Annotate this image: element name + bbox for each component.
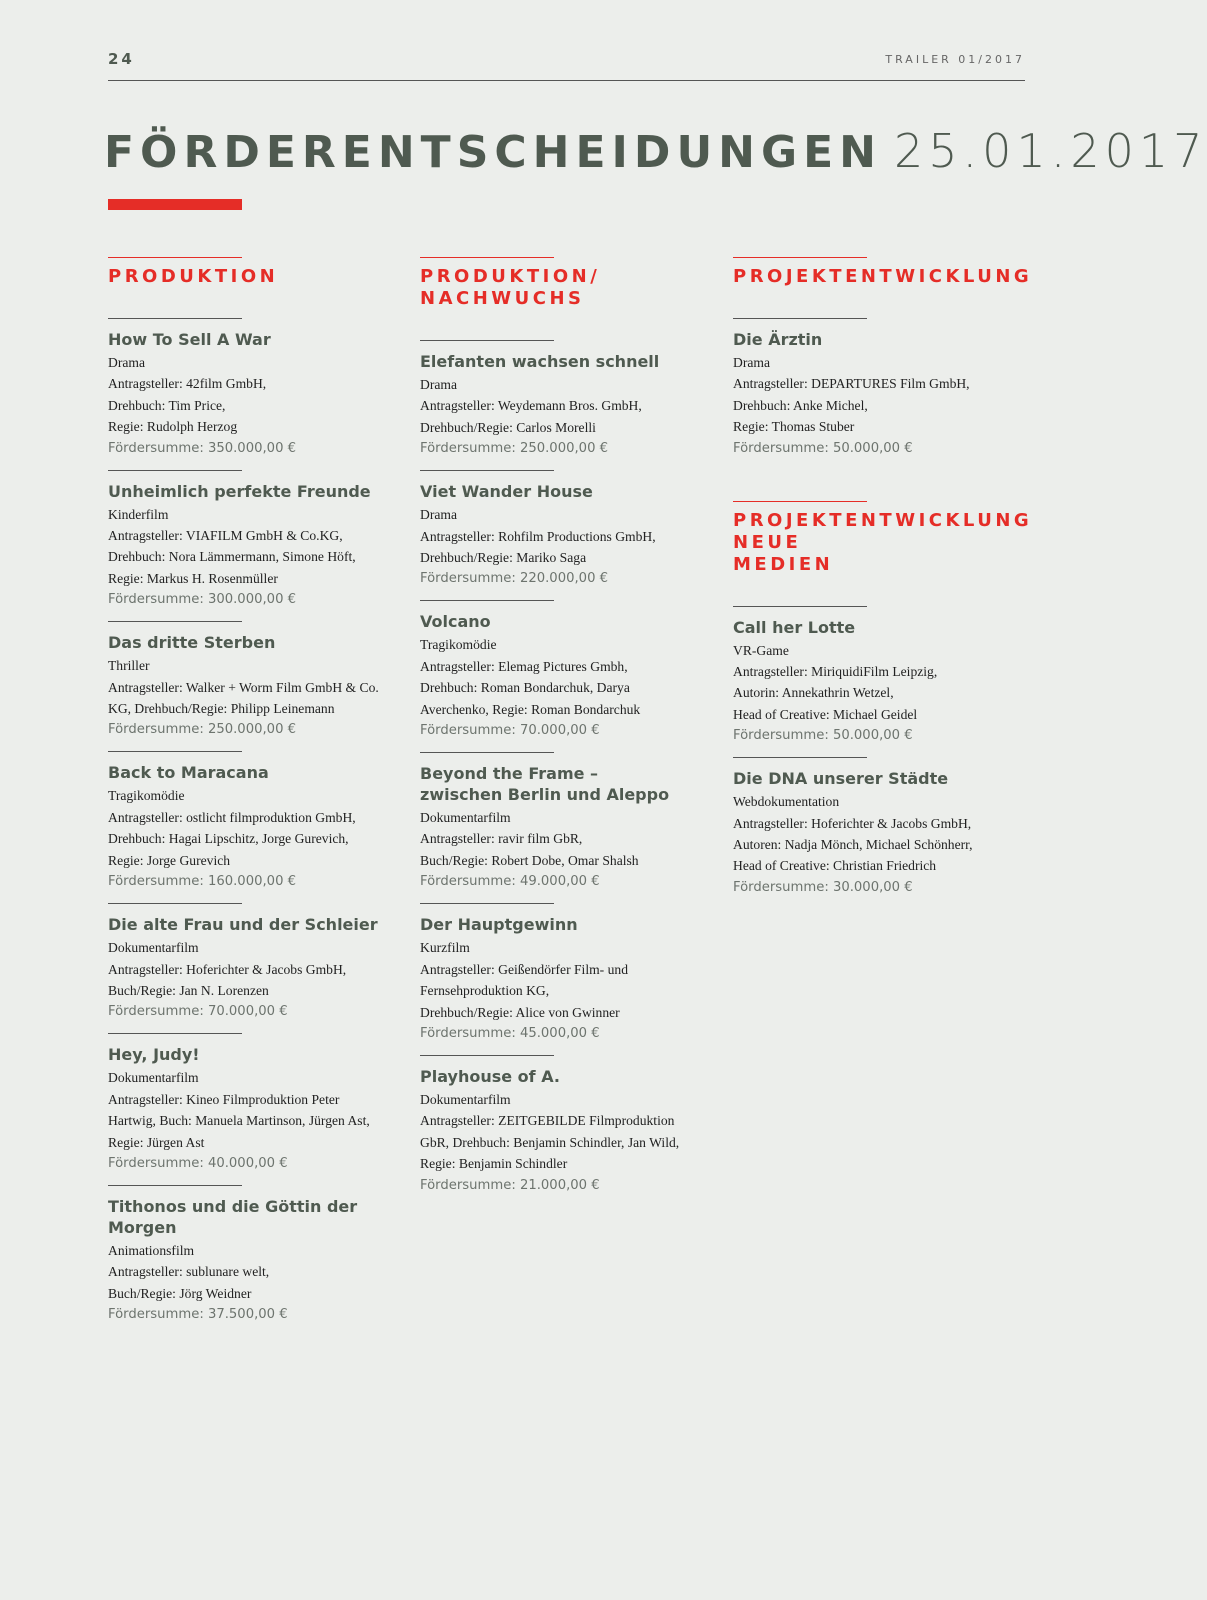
entry-title: Das dritte Sterben — [108, 633, 276, 653]
entry-amount: Fördersumme: 49.000,00 € — [420, 874, 600, 890]
entry-genre: Drama — [420, 507, 457, 523]
funding-entry — [108, 903, 378, 1022]
funding-entry-content — [420, 1066, 720, 1196]
entry-details: Antragsteller: 42film GmbH, Drehbuch: Tim Price, Regie: Rudolph Herzog — [108, 376, 267, 435]
entry-details: Antragsteller: ostlicht filmproduktion GmbH, Drehbuch: Hagai Lipschitz, Jorge Gurevich, Regie: Jorge Gurevich — [108, 809, 356, 868]
entry-title: Call her Lotte — [733, 617, 856, 637]
entry-title: Unheimlich perfekte Freunde — [108, 481, 371, 501]
entry-genre: Dokumentarfilm — [420, 1091, 511, 1107]
entry-genre: Kinderfilm — [108, 506, 169, 522]
page-title — [104, 124, 1207, 178]
section-heading: PROJEKTENTWICKLUNG NEUE MEDIEN — [733, 501, 867, 576]
entry-details: Antragsteller: Walker + Worm Film GmbH & Co. KG, Drehbuch/Regie: Philipp Leinemann — [108, 679, 379, 717]
entry-amount: Fördersumme: 300.000,00 € — [108, 592, 297, 608]
section-heading: PROJEKTENTWICKLUNG — [733, 257, 867, 288]
entry-details: Antragsteller: ravir film GbR, Buch/Regie: Robert Dobe, Omar Shalsh — [420, 831, 639, 868]
entry-amount: Fördersumme: 70.000,00 € — [420, 723, 600, 739]
page-header — [108, 50, 1025, 81]
funding-entry-content — [420, 611, 720, 741]
title-accent-bar — [108, 199, 242, 210]
entry-amount: Fördersumme: 220.000,00 € — [420, 571, 609, 587]
entry-amount: Fördersumme: 350.000,00 € — [108, 440, 297, 456]
page-number: 24 — [108, 50, 135, 68]
funding-entry — [108, 470, 371, 611]
funding-entry-content — [733, 768, 1033, 898]
funding-entry — [733, 757, 973, 898]
funding-entry-content — [733, 617, 1033, 747]
funding-entry — [733, 318, 970, 459]
funding-entry-content — [733, 329, 1033, 459]
entry-amount: Fördersumme: 250.000,00 € — [420, 441, 609, 457]
funding-entry-content — [420, 763, 720, 892]
funding-entry — [108, 1185, 358, 1325]
entry-details: Antragsteller: Geißendörfer Film- und Fernsehproduktion KG, Drehbuch/Regie: Alice von Gwinner — [420, 961, 629, 1020]
entry-genre: Tragikomödie — [420, 637, 497, 653]
funding-entry-content — [108, 1044, 408, 1174]
entry-title: Die Ärztin — [733, 330, 823, 349]
entry-genre: Tragikomödie — [108, 788, 185, 804]
entry-title: Tithonos und die Göttin der Morgen — [108, 1196, 358, 1237]
entry-title: Playhouse of A. — [420, 1066, 560, 1086]
entry-details: Antragsteller: ZEITGEBILDE Filmproduktion GbR, Drehbuch: Benjamin Schindler, Jan Wild, Regie: Benjamin Schindler — [420, 1113, 680, 1172]
entry-genre: Dokumentarfilm — [108, 940, 199, 956]
entry-genre: Drama — [108, 355, 145, 370]
funding-entry — [420, 600, 641, 741]
funding-entry — [733, 606, 938, 747]
entry-genre: Webdokumentation — [733, 794, 840, 810]
entry-title: Volcano — [420, 612, 491, 632]
section-heading: PRODUKTION/ NACHWUCHS — [420, 257, 554, 310]
entry-amount: Fördersumme: 70.000,00 € — [108, 1004, 288, 1020]
funding-entry-content — [108, 1196, 408, 1325]
funding-entry-content — [108, 762, 408, 892]
funding-entry — [420, 470, 656, 589]
entry-title: Back to Maracana — [108, 763, 269, 783]
entry-title: Hey, Judy! — [108, 1045, 200, 1065]
entry-amount: Fördersumme: 50.000,00 € — [733, 440, 913, 456]
running-title: TRAILER 01/2017 — [885, 53, 1025, 66]
entry-title: Elefanten wachsen schnell — [420, 352, 660, 371]
entry-genre: Thriller — [108, 658, 150, 674]
funding-entry-content — [108, 481, 408, 611]
entry-amount: Fördersumme: 160.000,00 € — [108, 874, 297, 890]
funding-entry — [108, 621, 379, 740]
column-2 — [420, 257, 718, 1207]
funding-entry — [108, 318, 297, 459]
page-title-word: FÖRDERENTSCHEIDUNGEN — [104, 127, 883, 178]
entry-title: Die alte Frau und der Schleier — [108, 915, 378, 935]
entry-genre: VR-Game — [733, 642, 789, 658]
entry-genre: Drama — [733, 355, 770, 370]
entry-amount: Fördersumme: 250.000,00 € — [108, 722, 297, 738]
entry-title: Die DNA unserer Städte — [733, 769, 949, 789]
entry-title: Der Hauptgewinn — [420, 915, 578, 935]
funding-entry — [108, 751, 356, 892]
entry-amount: Fördersumme: 45.000,00 € — [420, 1025, 600, 1041]
funding-entry-content — [420, 351, 720, 459]
column-1 — [108, 257, 406, 1336]
funding-entry-content — [108, 329, 408, 459]
funding-entry — [420, 752, 670, 892]
entry-details: Antragsteller: Weydemann Bros. GmbH, Drehbuch/Regie: Carlos Morelli — [420, 398, 642, 435]
entry-amount: Fördersumme: 30.000,00 € — [733, 879, 913, 895]
entry-amount: Fördersumme: 40.000,00 € — [108, 1155, 288, 1171]
entry-amount: Fördersumme: 21.000,00 € — [420, 1177, 600, 1193]
funding-entry — [108, 1033, 370, 1174]
funding-section — [733, 501, 1031, 898]
funding-section — [733, 257, 1031, 459]
funding-entry — [420, 340, 660, 459]
entry-amount: Fördersumme: 37.500,00 € — [108, 1307, 288, 1323]
entry-genre: Drama — [420, 377, 457, 392]
funding-entry-content — [108, 914, 408, 1022]
section-heading: PRODUKTION — [108, 257, 242, 288]
page-title-date: 25.01.2017 — [894, 124, 1207, 178]
column-3 — [733, 257, 1031, 909]
entry-title: Beyond the Frame – zwischen Berlin und Aleppo — [420, 764, 670, 805]
funding-entry-content — [108, 632, 408, 740]
entry-amount: Fördersumme: 50.000,00 € — [733, 728, 913, 744]
funding-entry-content — [420, 914, 720, 1044]
entry-details: Antragsteller: Hoferichter & Jacobs GmbH, Buch/Regie: Jan N. Lorenzen — [108, 961, 347, 998]
entry-genre: Animationsfilm — [108, 1242, 195, 1258]
entry-details: Antragsteller: Kineo Filmproduktion Peter Hartwig, Buch: Manuela Martinson, Jürgen Ast, Regie: Jürgen Ast — [108, 1091, 370, 1150]
entry-genre: Kurzfilm — [420, 940, 470, 956]
funding-section — [108, 257, 406, 1325]
entry-genre: Dokumentarfilm — [420, 810, 511, 826]
entry-title: Viet Wander House — [420, 482, 593, 502]
entry-genre: Dokumentarfilm — [108, 1070, 199, 1086]
entry-details: Antragsteller: sublunare welt, Buch/Regie: Jörg Weidner — [108, 1264, 270, 1301]
entry-details: Antragsteller: MiriquidiFilm Leipzig, Autorin: Annekathrin Wetzel, Head of Creative: Michael Geidel — [733, 664, 938, 722]
entry-details: Antragsteller: Hoferichter & Jacobs GmbH, Autoren: Nadja Mönch, Michael Schönherr, Head of Creative: Christian Friedrich — [733, 815, 973, 874]
entry-details: Antragsteller: DEPARTURES Film GmbH, Drehbuch: Anke Michel, Regie: Thomas Stuber — [733, 376, 970, 435]
funding-entry-content — [420, 481, 720, 589]
entry-title: How To Sell A War — [108, 330, 271, 349]
funding-section — [420, 257, 718, 1196]
funding-entry — [420, 1055, 680, 1196]
funding-entry — [420, 903, 629, 1044]
entry-details: Antragsteller: VIAFILM GmbH & Co.KG, Drehbuch: Nora Lämmermann, Simone Höft, Regie: Markus H. Rosenmüller — [108, 528, 356, 586]
entry-details: Antragsteller: Elemag Pictures Gmbh, Drehbuch: Roman Bondarchuk, Darya Averchenko, Regie: Roman Bondarchuk — [420, 658, 641, 717]
entry-details: Antragsteller: Rohfilm Productions GmbH, Drehbuch/Regie: Mariko Saga — [420, 528, 656, 566]
